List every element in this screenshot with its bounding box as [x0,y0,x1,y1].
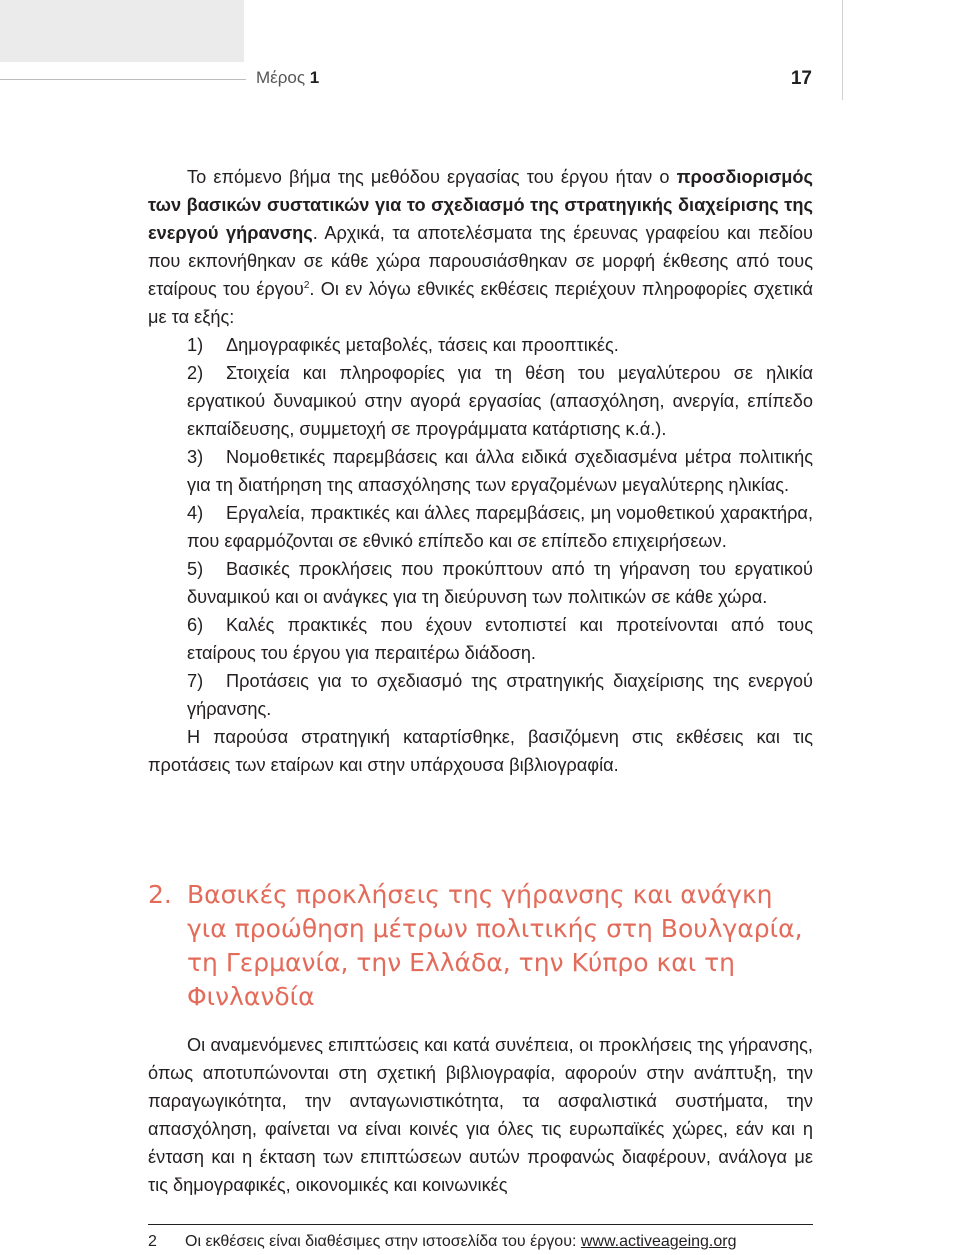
section-title: Βασικές προκλήσεις της γήρανσης και ανάγκη για προώθηση μέτρων πολιτικής στη Βουλγαρία, τη Γερμανία, την Ελλάδα, την Κύπρο και τη Φινλανδία [187,880,803,1011]
intro-lead: Το επόμενο βήμα της μεθόδου εργασίας του έργου ήταν ο [187,167,677,187]
running-header-number: 1 [309,68,320,87]
header-rule [0,79,246,80]
section-heading [148,878,808,1014]
list-item [148,555,813,611]
footnote-marker: 2 [148,1233,157,1250]
list-item-number: 1) [187,335,204,355]
footnote-body [185,1231,736,1253]
footnote-link[interactable]: www.activeageing.org [580,1233,737,1250]
list-item-text: Δημογραφικές μεταβολές, τάσεις και προοπτικές. [226,335,619,355]
intro-emphasis: προσδιορισμός των βασικών συστατικών για το σχεδιασμό της στρατηγικής διαχείρισης της ενεργού γήρανσης [148,167,813,243]
running-header [256,68,319,88]
footnote-reference: 2 [303,279,310,291]
running-header-label: Μέρος [256,68,310,87]
list-item-number: 2) [187,363,204,383]
list-item-text: Βασικές προκλήσεις που προκύπτουν από τη γήρανση του εργατικού δυναμικού και οι ανάγκες για τη διεύρυνση των πολιτικών σε κάθε χώρα. [187,559,813,607]
list-item-text: Στοιχεία και πληροφορίες για τη θέση του μεγαλύτερου σε ηλικία εργατικού δυναμικού στην αγορά εργασίας (απασχόληση, ανεργία, επίπεδο εκπαίδευσης, συμμετοχή σε προγράμματα κατάρτισης κ.ά.). [187,363,813,439]
page-number: 17 [790,68,812,89]
list-item [148,331,813,359]
section-number: 2. [148,880,172,909]
list-item-text: Νομοθετικές παρεμβάσεις και άλλα ειδικά σχεδιασμένα μέτρα πολιτικής για τη διατήρηση της απασχόλησης των εργαζομένων μεγαλύτερης ηλικίας. [187,447,813,495]
list-item-text: Καλές πρακτικές που έχουν εντοπιστεί και προτείνονται από τους εταίρους του έργου για περαιτέρω διάδοση. [187,615,813,663]
list-item-number: 3) [187,447,204,467]
intro-tail: . Οι εν λόγω εθνικές εκθέσεις περιέχουν πληροφορίες σχετικά με τα εξής: [148,279,813,327]
conclusion-paragraph: Η παρούσα στρατηγική καταρτίσθηκε, βασιζόμενη στις εκθέσεις και τις προτάσεις των εταίρων και στην υπάρχουσα βιβλιογραφία. [148,727,813,775]
intro-after-emphasis: . Αρχικά, τα αποτελέσματα της έρευνας γραφείου και πεδίου που εκπονήθηκαν σε κάθε χώρα παρουσιάσθηκαν σε μορφή έκθεσης από τους εταίρους του έργου [148,223,813,299]
list-item-text: Εργαλεία, πρακτικές και άλλες παρεμβάσεις, μη νομοθετικού χαρακτήρα, που εφαρμόζονται σε εθνικό επίπεδο και σε επίπεδο επιχειρήσεων. [187,503,813,551]
list-item-number: 5) [187,559,204,579]
list-item [148,499,813,555]
footnote-text: Οι εκθέσεις είναι διαθέσιμες στην ιστοσελίδα του έργου: [185,1233,581,1250]
header-corner-block [0,0,244,62]
footnote-rule [148,1224,813,1225]
list-item [148,443,813,499]
list-item-number: 6) [187,615,204,635]
header-divider [842,0,843,100]
body-content [148,163,813,779]
section-paragraph: Οι αναμενόμενες επιπτώσεις και κατά συνέπεια, οι προκλήσεις της γήρανσης, όπως αποτυπώνονται στη σχετική βιβλιογραφία, αφορούν στην ανάπτυξη, την παραγωγικότητα, την ανταγωνιστικότητα, τα ασφαλιστικά συστήματα, την απασχόληση, φαίνεται να είναι κοινές για όλες τις ευρωπαϊκές χώρες, εάν και η ένταση και η έκταση των επιπτώσεων αυτών προφανώς διαφέρουν, ανάλογα με τις δημογραφικές, οικονομικές και κοινωνικές [148,1035,813,1195]
contents-list [148,331,813,723]
list-item-number: 4) [187,503,204,523]
list-item [148,611,813,667]
footnote [148,1231,813,1253]
intro-paragraph [148,163,813,331]
list-item [148,359,813,443]
list-item [148,667,813,723]
list-item-text: Προτάσεις για το σχεδιασμό της στρατηγικής διαχείρισης της ενεργού γήρανσης. [187,671,813,719]
list-item-number: 7) [187,671,204,691]
